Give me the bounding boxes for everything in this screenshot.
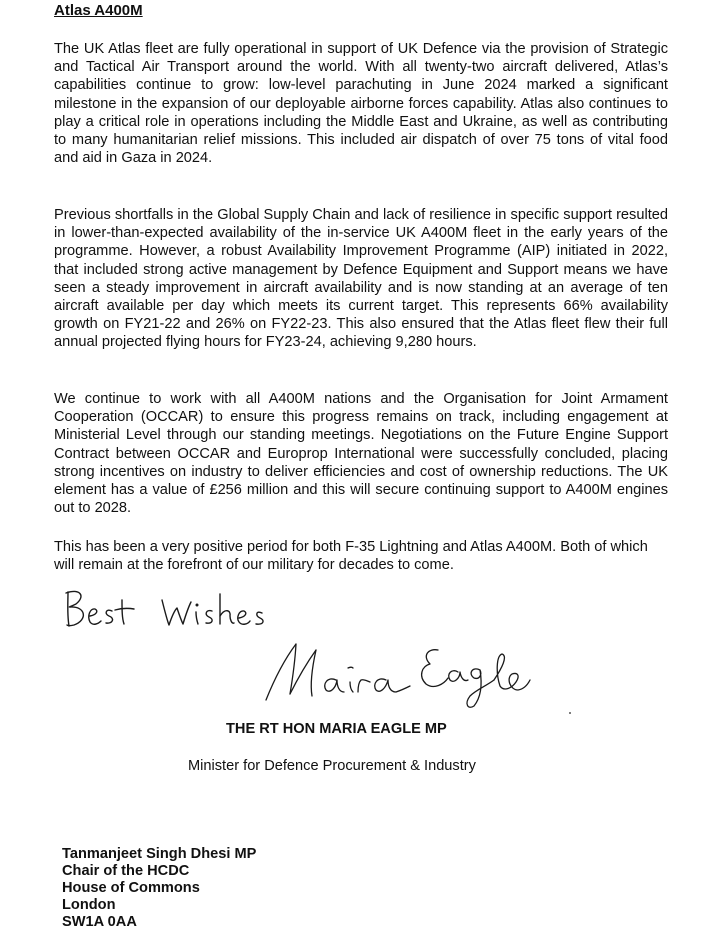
recipient-title: Chair of the HCDC: [62, 863, 190, 879]
recipient-institution: House of Commons: [62, 880, 200, 896]
handwritten-sign-off: [62, 586, 302, 636]
paragraph-fleet-status: The UK Atlas fleet are fully operational in support of UK Defence via the provision of Strategic and Tactical Air Transport around the world. With all twenty-two aircraft delivered, Atlas’s capabilities continue to grow: low-level parachuting in June 2024 marked a significant milestone in the expansion of our deployable airborne forces capability. Atlas also continues to play a critical role in operations including the Middle East and Ukraine, as well as contributing to many humanitarian relief missions. This included air dispatch of over 75 tons of vital food and aid in Gaza in 2024.: [54, 41, 668, 167]
paragraph-availability: Previous shortfalls in the Global Supply Chain and lack of resilience in specific support resulted in lower-than-expected availability of the in-service UK A400M fleet in the early years of the programme. However, a robust Availability Improvement Programme (AIP) initiated in 2022, that included strong active management by Defence Equipment and Support means we have seen a steady improvement in aircraft availability and is now standing at an average of ten aircraft available per day which meets its current target. This represents 66% availability growth on FY21-22 and 26% on FY22-23. This also ensured that the Atlas fleet flew their full annual projected flying hours for FY23-24, achieving 9,280 hours.: [54, 207, 668, 351]
recipient-address: [62, 846, 256, 931]
signer-role: Minister for Defence Procurement & Industry: [188, 758, 476, 774]
paragraph-engine-support: We continue to work with all A400M nations and the Organisation for Joint Armament Cooperation (OCCAR) to ensure this progress remains on track, including engagement at Ministerial Level through our standing meetings. Negotiations on the Future Engine Support Contract between OCCAR and Europrop International were successfully concluded, placing strong incentives on industry to deliver efficiencies and cost of ownership reductions. The UK element has a value of £256 million and this will secure continuing support to A400M engines out to 2028.: [54, 391, 668, 517]
recipient-postcode: SW1A 0AA: [62, 914, 137, 930]
signer-name: THE RT HON MARIA EAGLE MP: [226, 721, 447, 737]
recipient-city: London: [62, 897, 116, 913]
section-heading: Atlas A400M: [54, 2, 143, 19]
signature: [262, 634, 532, 714]
ink-dot: [569, 712, 571, 714]
paragraph-conclusion: This has been a very positive period for both F-35 Lightning and Atlas A400M. Both of which will remain at the forefront of our military for decades to come.: [54, 539, 648, 574]
recipient-name: Tanmanjeet Singh Dhesi MP: [62, 846, 257, 862]
